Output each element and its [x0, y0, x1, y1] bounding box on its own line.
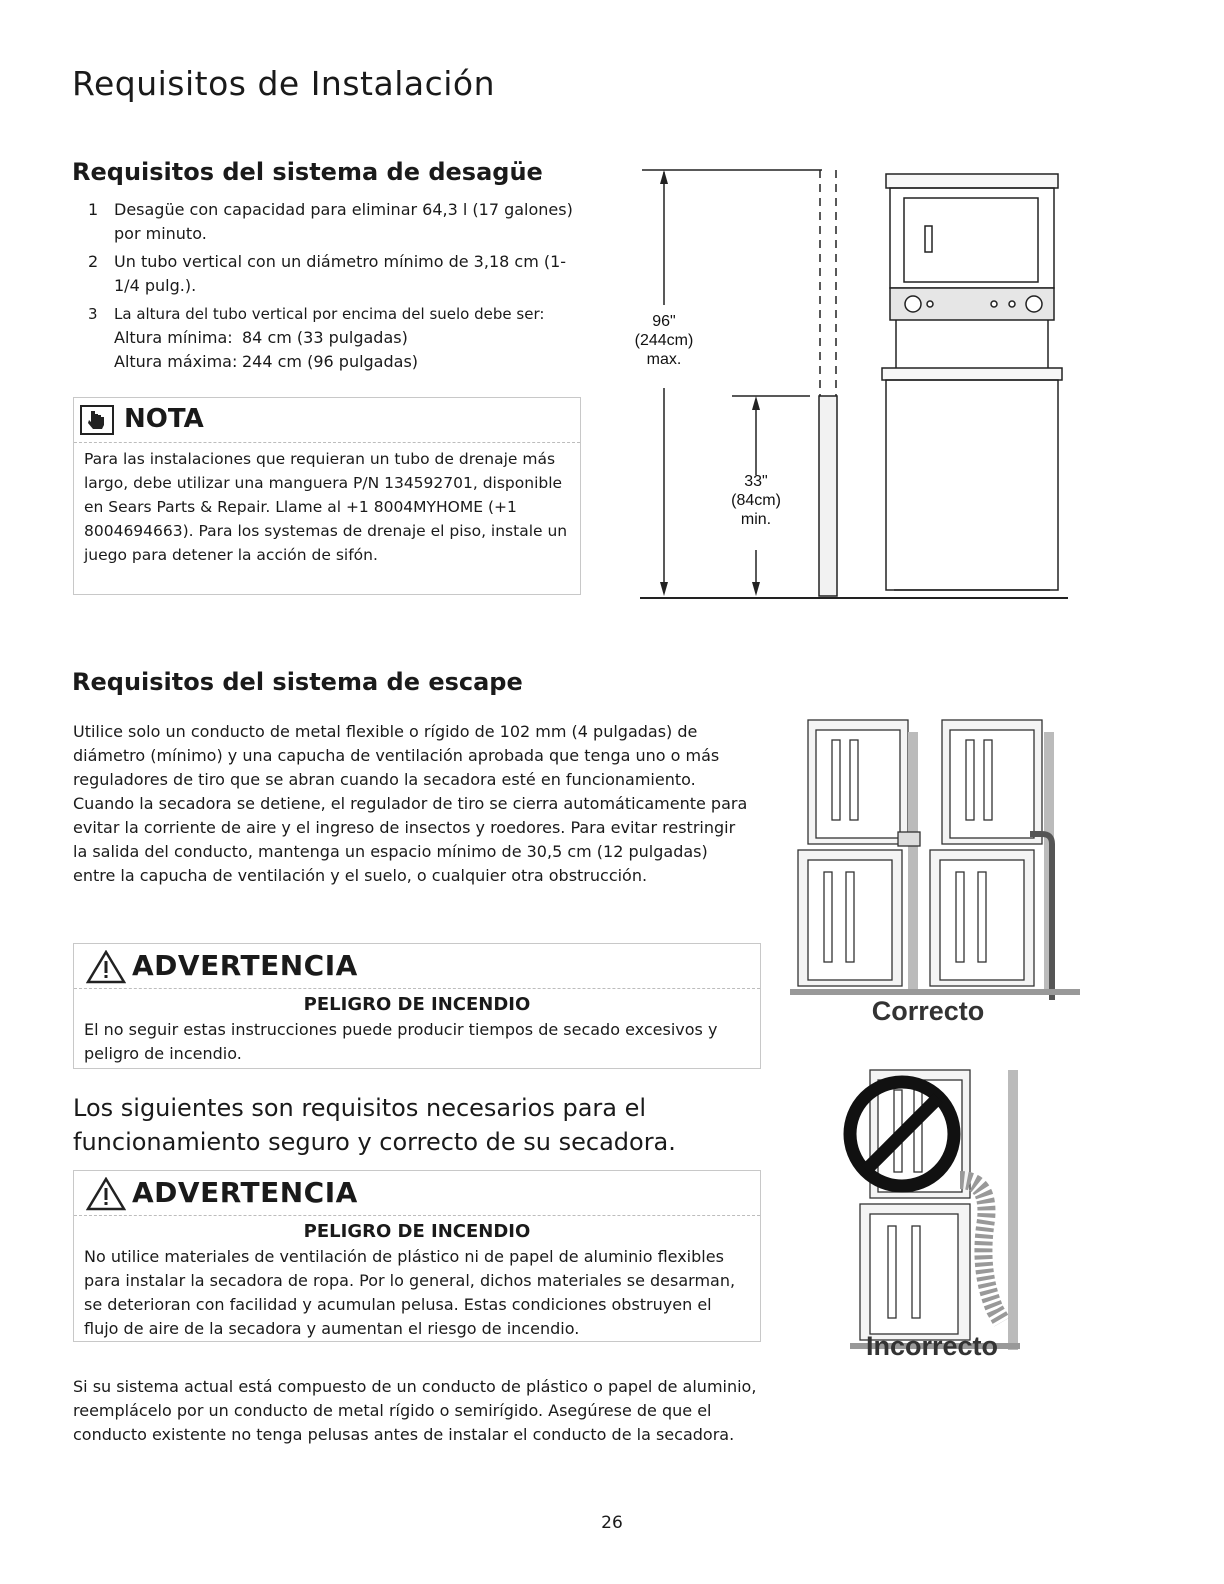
warning-subtitle: PELIGRO DE INCENDIO	[303, 1221, 531, 1242]
note-title: NOTA	[124, 404, 204, 434]
warning-subtitle: PELIGRO DE INCENDIO	[303, 994, 531, 1015]
washer-slot	[888, 1226, 896, 1318]
list-item: 2 Un tubo vertical con un diámetro mínimo de 3,18 cm (1-1/4 pulg.).	[88, 252, 567, 295]
washer-slot	[956, 872, 964, 962]
warning-text: El no seguir estas instrucciones puede producir tiempos de secado excesivos y peligro de incendio.	[84, 1020, 718, 1063]
max-inches-label: 96"	[652, 313, 676, 330]
exhaust-heading: Requisitos del sistema de escape	[72, 668, 523, 696]
max-arrow-top	[660, 170, 668, 184]
correct-label: Correcto	[871, 996, 985, 1026]
dryer-slot	[966, 740, 974, 820]
min-arrow-bottom	[752, 582, 760, 596]
drain-requirements-list	[88, 198, 588, 378]
warning-triangle-icon	[86, 1177, 126, 1211]
washer-body	[886, 380, 1058, 590]
exhaust-text: Utilice solo un conducto de metal flexible o rígido de 102 mm (4 pulgadas) de diámetro (mínimo) y una capucha de ventilación aprobada que tenga uno o más reguladores de tiro que se abran cuando la secadora esté en funcionamiento. Cuando la secadora se detiene, el regulador de tiro se cierra automáticamente para evitar la corriente de aire y el ingreso de insectos y roedores. Para evitar restringir la salida del conducto, mantenga un espacio mínimo de 30,5 cm (12 pulgadas) entre la capucha de ventilación y el suelo, o cualquier otra obstrucción.	[73, 722, 748, 885]
page-number: 26	[601, 1513, 623, 1533]
washer-slot	[824, 872, 832, 962]
warning-text: No utilice materiales de ventilación de plástico ni de papel de aluminio flexibles para instalar la secadora de ropa. Por lo general, dichos materiales se desarman, se deterioran con facilidad y acumulan pelusa. Estas condiciones obstruyen el flujo de aire de la secadora y aumentan el riesgo de incendio.	[84, 1247, 736, 1338]
button-3	[1009, 301, 1015, 307]
warning-triangle-icon	[86, 950, 126, 984]
standpipe	[819, 396, 837, 596]
max-arrow-bottom	[660, 582, 668, 596]
knob-right	[1026, 296, 1042, 312]
washer-slot	[978, 872, 986, 962]
dryer-slot	[850, 740, 858, 820]
washer-slot	[912, 1226, 920, 1318]
button-1	[927, 301, 933, 307]
max-word-label: max.	[646, 351, 682, 368]
vent-connector-1	[898, 832, 920, 846]
wall-3	[1008, 1070, 1018, 1350]
min-height-row: Altura mínima: 84 cm (33 pulgadas)	[114, 328, 408, 347]
min-word-label: min.	[740, 511, 772, 528]
replace-duct-text: Si su sistema actual está compuesto de un conducto de plástico o papel de aluminio, reemplácelo por un conducto de metal rígido o semirígido. Asegúrese de que el conducto existente no tenga pelusas antes de instalar el conducto de la secadora.	[73, 1377, 757, 1444]
washer-lid	[882, 368, 1062, 380]
vent-illustrations	[790, 710, 1090, 1370]
button-2	[991, 301, 997, 307]
min-cm-label: (84cm)	[731, 492, 781, 509]
washer-slot	[846, 872, 854, 962]
min-arrow-top	[752, 396, 760, 410]
dryer-handle	[925, 226, 932, 252]
wall-1	[908, 732, 918, 990]
note-text: Para las instalaciones que requieran un tubo de drenaje más largo, debe utilizar una manguera P/N 134592701, disponible en Sears Parts & Repair. Llame al +1 8004MYHOME (+1 8004694663). Para los systemas de drenaje el piso, instale un juego para detener la acción de sifón.	[84, 450, 568, 564]
dryer-slot	[832, 740, 840, 820]
note-header	[74, 398, 580, 443]
dryer-door	[904, 198, 1038, 282]
dryer-slot	[914, 1090, 922, 1172]
list-item: 3 La altura del tubo vertical por encima del suelo debe ser: Altura mínima: 84 cm (33 pulgadas) Altura máxima: 244 cm (96 pulgadas)	[88, 302, 588, 374]
list-item: 1 Desagüe con capacidad para eliminar 64,3 l (17 galones) por minuto.	[88, 200, 573, 243]
incorrect-label: Incorrecto	[865, 1331, 999, 1361]
warning-title: ADVERTENCIA	[132, 1176, 358, 1209]
page-title: Requisitos de Instalación	[72, 64, 496, 103]
dryer-body	[890, 188, 1054, 288]
dryer-slot	[984, 740, 992, 820]
standpipe-height-diagram	[610, 160, 1080, 610]
warning-title: ADVERTENCIA	[132, 949, 358, 982]
note-box	[73, 397, 581, 595]
fire-warning-box-2	[73, 1170, 761, 1342]
note-hand-icon	[80, 405, 114, 435]
requirements-intro: Los siguientes son requisitos necesarios para el funcionamiento seguro y correcto de su secadora.	[73, 1094, 676, 1156]
min-inches-label: 33"	[744, 473, 768, 490]
knob-left	[905, 296, 921, 312]
dryer-top	[886, 174, 1058, 188]
max-cm-label: (244cm)	[634, 332, 694, 349]
drain-heading: Requisitos del sistema de desagüe	[72, 158, 543, 186]
fire-warning-box-1	[73, 943, 761, 1069]
max-height-row: Altura máxima: 244 cm (96 pulgadas)	[114, 352, 419, 371]
